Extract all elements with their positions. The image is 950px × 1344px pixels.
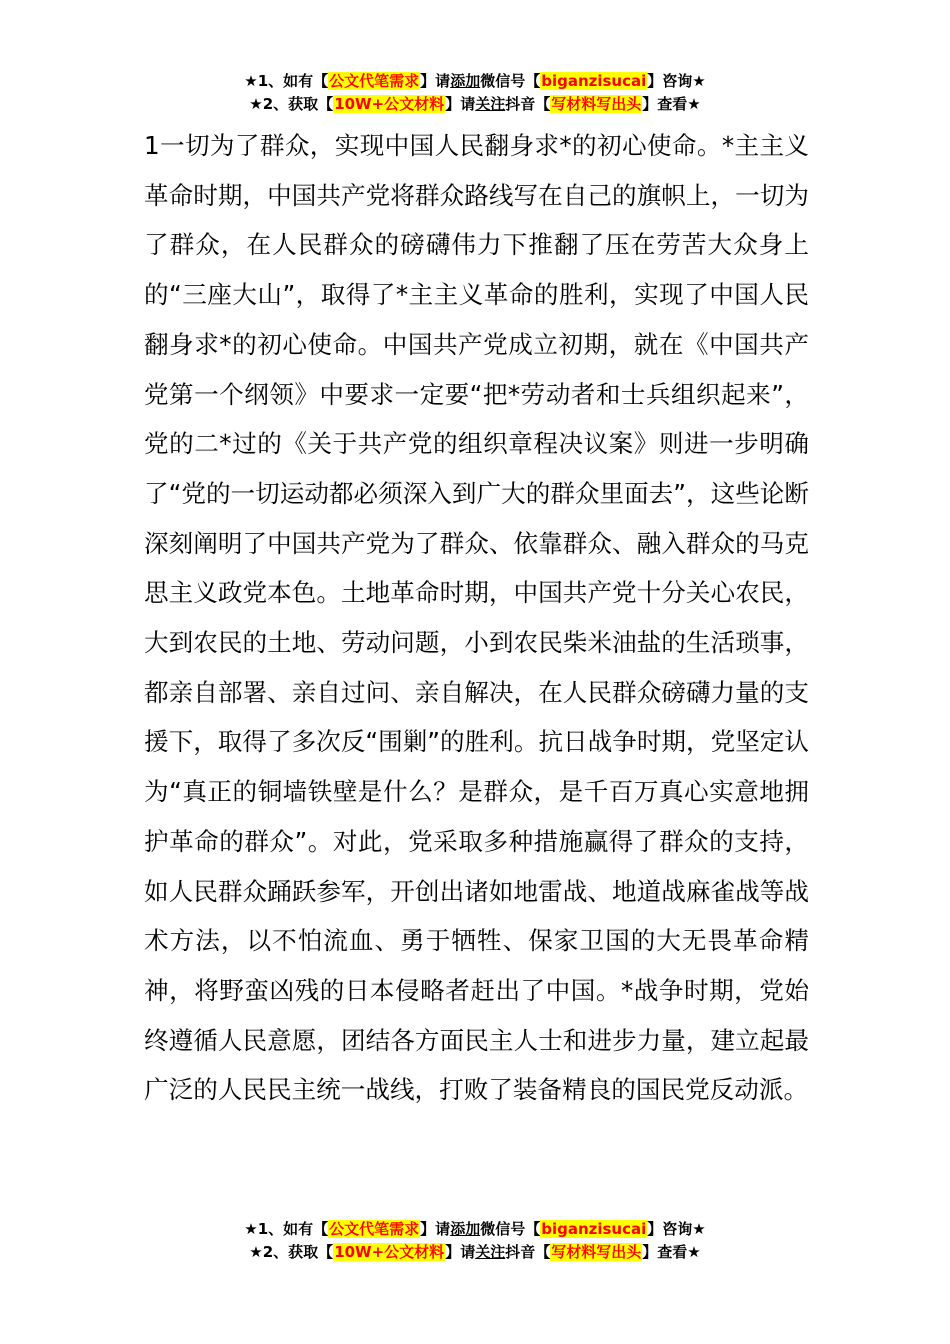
ad-prefix: ★1、如有【 [244,72,329,90]
ad-prefix: ★2、获取【 [249,95,334,113]
ad-emphasis: 添加 [450,72,481,90]
ad-emphasis: 关注 [475,95,506,113]
header-ad-block [0,70,950,116]
ad-emphasis: 添加 [450,1220,481,1238]
header-ad-line-1 [0,70,950,93]
ad-suffix: 】查看★ [642,1243,701,1261]
ad-text: 】请 [420,72,451,90]
ad-text: 微信号【 [480,1220,541,1238]
ad-text: 】请 [420,1220,451,1238]
ad-text: 抖音【 [505,1243,551,1261]
ad-text: 】请 [445,95,476,113]
ad-text: 抖音【 [505,95,551,113]
ad-highlight-douyin: 写材料写出头 [551,95,642,113]
ad-highlight-douyin: 写材料写出头 [551,1243,642,1261]
ad-prefix: ★2、获取【 [249,1243,334,1261]
ad-suffix: 】咨询★ [647,72,706,90]
ad-highlight-wechat-id: biganzisucai [541,72,647,90]
ad-highlight-service: 公文代笔需求 [329,72,420,90]
ad-suffix: 】咨询★ [647,1220,706,1238]
footer-ad-line-2 [0,1241,950,1264]
body-paragraph: 1一切为了群众，实现中国人民翻身求*的初心使命。*主主义革命时期，中国共产党将群众路线写在自己的旗帜上，一切为了群众，在人民群众的磅礴伟力下推翻了压在劳苦大众身上的“三座大山”，取得了*主主义革命的胜利，实现了中国人民翻身求*的初心使命。中国共产党成立初期，就在《中国共产党第一个纲领》中要求一定要“把*劳动者和士兵组织起来”，党的二*过的《关于共产党的组织章程决议案》则进一步明确了“党的一切运动都必须深入到广大的群众里面去”，这些论断深刻阐明了中国共产党为了群众、依靠群众、融入群众的马克思主义政党本色。土地革命时期，中国共产党十分关心农民，大到农民的土地、劳动问题，小到农民柴米油盐的生活琐事，都亲自部署、亲自过问、亲自解决，在人民群众磅礴力量的支援下，取得了多次反“围剿”的胜利。抗日战争时期，党坚定认为“真正的铜墙铁壁是什么？是群众，是千百万真心实意地拥护革命的群众”。对此，党采取多种措施赢得了群众的支持，如人民群众踊跃参军，开创出诸如地雷战、地道战麻雀战等战术方法，以不怕流血、勇于牺牲、保家卫国的大无畏革命精神，将野蛮凶残的日本侵略者赶出了中国。*战争时期，党始终遵循人民意愿，团结各方面民主人士和进步力量，建立起最广泛的人民民主统一战线，打败了装备精良的国民党反动派。 [144,131,809,1105]
footer-ad-block [0,1218,950,1264]
ad-highlight-service: 公文代笔需求 [329,1220,420,1238]
footer-ad-line-1 [0,1218,950,1241]
ad-suffix: 】查看★ [642,95,701,113]
ad-highlight-materials: 10W+公文材料 [334,95,445,113]
ad-text: 微信号【 [480,72,541,90]
ad-highlight-wechat-id: biganzisucai [541,1220,647,1238]
ad-prefix: ★1、如有【 [244,1220,329,1238]
ad-text: 】请 [445,1243,476,1261]
header-ad-line-2 [0,93,950,116]
ad-emphasis: 关注 [475,1243,506,1261]
ad-highlight-materials: 10W+公文材料 [334,1243,445,1261]
